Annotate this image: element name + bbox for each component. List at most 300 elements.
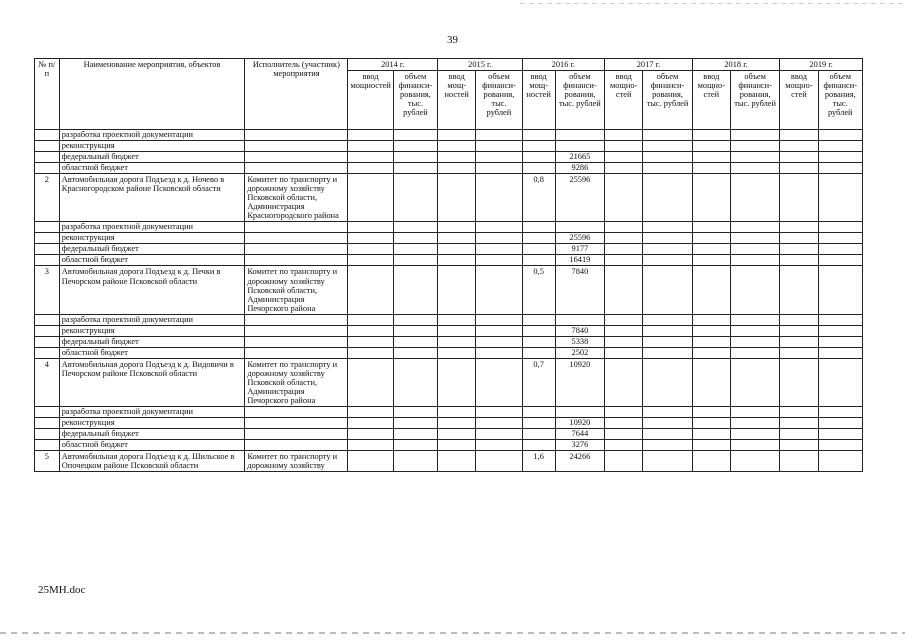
cell-executor	[245, 314, 348, 325]
cell-capacity-2015	[438, 336, 476, 347]
header-num: № п/п	[35, 59, 60, 130]
cell-capacity-2016	[522, 222, 555, 233]
cell-funding-2018	[730, 336, 779, 347]
cell-capacity-2018	[692, 407, 730, 418]
cell-capacity-2015	[438, 325, 476, 336]
table-row-item	[35, 222, 863, 233]
cell-executor: Комитет по транспорту и дорожному хозяйству Псковской области, Администрация Печорского района	[245, 358, 348, 406]
cell-funding-2018	[730, 358, 779, 406]
cell-capacity-2015	[438, 255, 476, 266]
cell-executor: Комитет по транспорту и дорожному хозяйству Псковской области, Администрация Печорского района	[245, 266, 348, 314]
cell-funding-2017	[643, 336, 692, 347]
cell-funding-2014	[393, 440, 437, 451]
cell-executor	[245, 407, 348, 418]
cell-funding-2016: 7840	[555, 266, 604, 314]
cell-funding-2014	[393, 255, 437, 266]
cell-funding-2018	[730, 152, 779, 163]
cell-funding-2015	[476, 418, 522, 429]
header-subcol: объем финанси-рования, тыс. рублей	[818, 71, 862, 130]
cell-capacity-2016	[522, 429, 555, 440]
cell-capacity-2017	[605, 233, 643, 244]
cell-capacity-2019	[780, 451, 818, 472]
cell-capacity-2014	[348, 255, 393, 266]
table-row-object	[35, 174, 863, 222]
cell-executor	[245, 130, 348, 141]
cell-funding-2016: 7840	[555, 325, 604, 336]
cell-name: разработка проектной документации	[59, 222, 245, 233]
cell-capacity-2014	[348, 222, 393, 233]
cell-capacity-2018	[692, 418, 730, 429]
cell-funding-2018	[730, 244, 779, 255]
cell-capacity-2016	[522, 407, 555, 418]
cell-funding-2018	[730, 418, 779, 429]
cell-name: федеральный бюджет	[59, 244, 245, 255]
cell-funding-2019	[818, 163, 862, 174]
cell-executor	[245, 233, 348, 244]
cell-funding-2017	[643, 130, 692, 141]
cell-funding-2018	[730, 440, 779, 451]
cell-num	[35, 163, 60, 174]
cell-funding-2019	[818, 266, 862, 314]
cell-funding-2014	[393, 266, 437, 314]
cell-capacity-2014	[348, 266, 393, 314]
cell-num	[35, 336, 60, 347]
cell-name: Автомобильная дорога Подъезд к д. Ночево в Красногородском районе Псковской области	[59, 174, 245, 222]
cell-num	[35, 314, 60, 325]
cell-capacity-2014	[348, 440, 393, 451]
table-row-item	[35, 314, 863, 325]
cell-funding-2015	[476, 163, 522, 174]
cell-funding-2017	[643, 266, 692, 314]
cell-capacity-2016: 0,7	[522, 358, 555, 406]
cell-capacity-2016	[522, 233, 555, 244]
cell-capacity-2016	[522, 314, 555, 325]
cell-funding-2018	[730, 130, 779, 141]
cell-capacity-2019	[780, 244, 818, 255]
cell-funding-2014	[393, 130, 437, 141]
table-row-item	[35, 429, 863, 440]
cell-funding-2018	[730, 314, 779, 325]
cell-capacity-2018	[692, 440, 730, 451]
cell-capacity-2015	[438, 347, 476, 358]
cell-funding-2016: 25596	[555, 233, 604, 244]
cell-funding-2014	[393, 451, 437, 472]
cell-funding-2016: 24266	[555, 451, 604, 472]
cell-funding-2016: 10920	[555, 358, 604, 406]
header-subcol: объем финанси-рования, тыс. рублей	[476, 71, 522, 130]
cell-capacity-2014	[348, 407, 393, 418]
header-subcol: объем финанси-рования, тыс. рублей	[643, 71, 692, 130]
cell-funding-2019	[818, 451, 862, 472]
cell-capacity-2017	[605, 336, 643, 347]
cell-num	[35, 407, 60, 418]
cell-num	[35, 347, 60, 358]
cell-capacity-2017	[605, 244, 643, 255]
header-subcol: объем финанси-рования, тыс. рублей	[393, 71, 437, 130]
cell-funding-2019	[818, 222, 862, 233]
cell-funding-2017	[643, 429, 692, 440]
cell-funding-2015	[476, 266, 522, 314]
cell-name: областной бюджет	[59, 255, 245, 266]
cell-num	[35, 429, 60, 440]
cell-name: Автомобильная дорога Подъезд к д. Печки в Печорском районе Псковской области	[59, 266, 245, 314]
cell-funding-2014	[393, 325, 437, 336]
cell-capacity-2015	[438, 314, 476, 325]
cell-funding-2015	[476, 440, 522, 451]
cell-capacity-2016	[522, 440, 555, 451]
cell-funding-2019	[818, 255, 862, 266]
cell-funding-2016	[555, 141, 604, 152]
cell-funding-2017	[643, 440, 692, 451]
header-year: 2014 г.	[348, 59, 438, 71]
cell-capacity-2016	[522, 163, 555, 174]
cell-funding-2019	[818, 336, 862, 347]
cell-funding-2014	[393, 174, 437, 222]
cell-num: 3	[35, 266, 60, 314]
cell-name: областной бюджет	[59, 163, 245, 174]
cell-capacity-2019	[780, 440, 818, 451]
cell-funding-2017	[643, 325, 692, 336]
cell-capacity-2016	[522, 141, 555, 152]
cell-capacity-2018	[692, 163, 730, 174]
table-row-item	[35, 347, 863, 358]
cell-capacity-2015	[438, 141, 476, 152]
cell-funding-2017	[643, 152, 692, 163]
cell-funding-2017	[643, 222, 692, 233]
cell-funding-2018	[730, 429, 779, 440]
cell-funding-2015	[476, 152, 522, 163]
cell-capacity-2017	[605, 163, 643, 174]
cell-funding-2014	[393, 314, 437, 325]
header-subcol: объем финанси-рования, тыс. рублей	[730, 71, 779, 130]
cell-capacity-2015	[438, 418, 476, 429]
cell-name: разработка проектной документации	[59, 314, 245, 325]
cell-name: областной бюджет	[59, 440, 245, 451]
header-year: 2019 г.	[780, 59, 863, 71]
cell-capacity-2018	[692, 222, 730, 233]
cell-capacity-2014	[348, 174, 393, 222]
cell-funding-2017	[643, 255, 692, 266]
cell-capacity-2019	[780, 130, 818, 141]
cell-funding-2017	[643, 451, 692, 472]
cell-name: разработка проектной документации	[59, 130, 245, 141]
cell-capacity-2015	[438, 358, 476, 406]
cell-executor	[245, 141, 348, 152]
cell-num: 5	[35, 451, 60, 472]
cell-num	[35, 255, 60, 266]
cell-funding-2016: 9177	[555, 244, 604, 255]
cell-executor	[245, 440, 348, 451]
header-subcol: ввод мощно-стей	[605, 71, 643, 130]
cell-name: федеральный бюджет	[59, 336, 245, 347]
cell-name: реконструкция	[59, 233, 245, 244]
cell-capacity-2014	[348, 336, 393, 347]
cell-funding-2015	[476, 174, 522, 222]
cell-capacity-2018	[692, 152, 730, 163]
cell-capacity-2019	[780, 336, 818, 347]
page-number: 39	[447, 34, 458, 46]
cell-funding-2015	[476, 451, 522, 472]
table-row-item	[35, 163, 863, 174]
header-subcol: объем финанси-рования, тыс. рублей	[555, 71, 604, 130]
cell-capacity-2019	[780, 358, 818, 406]
cell-executor	[245, 429, 348, 440]
cell-funding-2017	[643, 407, 692, 418]
cell-name: реконструкция	[59, 418, 245, 429]
cell-capacity-2015	[438, 222, 476, 233]
cell-capacity-2019	[780, 418, 818, 429]
cell-capacity-2016	[522, 418, 555, 429]
cell-funding-2018	[730, 233, 779, 244]
cell-executor	[245, 418, 348, 429]
cell-funding-2019	[818, 152, 862, 163]
cell-capacity-2017	[605, 451, 643, 472]
cell-executor: Комитет по транспорту и дорожному хозяйству	[245, 451, 348, 472]
cell-capacity-2018	[692, 358, 730, 406]
cell-executor	[245, 152, 348, 163]
cell-funding-2019	[818, 325, 862, 336]
cell-name: Автомобильная дорога Подъезд к д. Шильское в Опочецком районе Псковской области	[59, 451, 245, 472]
cell-funding-2018	[730, 141, 779, 152]
cell-funding-2015	[476, 325, 522, 336]
table-row-object	[35, 358, 863, 406]
cell-funding-2014	[393, 347, 437, 358]
cell-capacity-2015	[438, 174, 476, 222]
cell-capacity-2017	[605, 314, 643, 325]
cell-executor	[245, 336, 348, 347]
cell-capacity-2015	[438, 440, 476, 451]
cell-capacity-2018	[692, 233, 730, 244]
cell-funding-2018	[730, 407, 779, 418]
cell-funding-2018	[730, 266, 779, 314]
header-year: 2015 г.	[438, 59, 523, 71]
cell-capacity-2018	[692, 314, 730, 325]
cell-name: разработка проектной документации	[59, 407, 245, 418]
cell-capacity-2014	[348, 314, 393, 325]
cell-funding-2016: 7644	[555, 429, 604, 440]
header-executor: Исполнитель (участник) мероприятия	[245, 59, 348, 130]
cell-capacity-2017	[605, 325, 643, 336]
cell-funding-2016: 5338	[555, 336, 604, 347]
cell-funding-2014	[393, 233, 437, 244]
cell-capacity-2018	[692, 347, 730, 358]
cell-capacity-2019	[780, 174, 818, 222]
cell-capacity-2014	[348, 152, 393, 163]
cell-funding-2015	[476, 407, 522, 418]
cell-capacity-2016	[522, 325, 555, 336]
cell-funding-2016	[555, 222, 604, 233]
cell-capacity-2019	[780, 141, 818, 152]
cell-funding-2019	[818, 347, 862, 358]
cell-num	[35, 233, 60, 244]
cell-funding-2017	[643, 418, 692, 429]
cell-name: реконструкция	[59, 141, 245, 152]
cell-executor	[245, 244, 348, 255]
cell-funding-2019	[818, 314, 862, 325]
cell-funding-2019	[818, 358, 862, 406]
cell-funding-2014	[393, 152, 437, 163]
cell-funding-2019	[818, 233, 862, 244]
cell-funding-2014	[393, 141, 437, 152]
cell-num	[35, 152, 60, 163]
cell-capacity-2014	[348, 244, 393, 255]
cell-capacity-2018	[692, 451, 730, 472]
cell-funding-2016: 16419	[555, 255, 604, 266]
cell-funding-2015	[476, 358, 522, 406]
cell-capacity-2015	[438, 152, 476, 163]
cell-capacity-2018	[692, 266, 730, 314]
cell-executor: Комитет по транспорту и дорожному хозяйству Псковской области, Администрация Красногородского района	[245, 174, 348, 222]
cell-funding-2017	[643, 314, 692, 325]
cell-funding-2014	[393, 163, 437, 174]
cell-capacity-2014	[348, 451, 393, 472]
cell-funding-2014	[393, 222, 437, 233]
cell-name: областной бюджет	[59, 347, 245, 358]
cell-capacity-2015	[438, 233, 476, 244]
cell-funding-2019	[818, 418, 862, 429]
cell-funding-2014	[393, 336, 437, 347]
cell-funding-2019	[818, 141, 862, 152]
cell-num	[35, 222, 60, 233]
cell-funding-2017	[643, 141, 692, 152]
cell-capacity-2019	[780, 255, 818, 266]
cell-executor	[245, 163, 348, 174]
cell-funding-2017	[643, 347, 692, 358]
cell-capacity-2017	[605, 440, 643, 451]
cell-num	[35, 130, 60, 141]
cell-capacity-2014	[348, 163, 393, 174]
cell-capacity-2019	[780, 222, 818, 233]
cell-capacity-2017	[605, 358, 643, 406]
cell-funding-2016	[555, 407, 604, 418]
table-row-item	[35, 336, 863, 347]
cell-capacity-2017	[605, 174, 643, 222]
header-row-years	[35, 59, 863, 71]
cell-capacity-2016	[522, 347, 555, 358]
cell-funding-2018	[730, 451, 779, 472]
cell-funding-2018	[730, 255, 779, 266]
table-row-item	[35, 244, 863, 255]
cell-num	[35, 244, 60, 255]
cell-funding-2016: 9286	[555, 163, 604, 174]
cell-capacity-2017	[605, 152, 643, 163]
cell-funding-2014	[393, 358, 437, 406]
cell-funding-2015	[476, 141, 522, 152]
table-row-item	[35, 418, 863, 429]
cell-funding-2018	[730, 347, 779, 358]
cell-funding-2018	[730, 222, 779, 233]
cell-funding-2018	[730, 325, 779, 336]
cell-capacity-2017	[605, 130, 643, 141]
table-row-item	[35, 233, 863, 244]
activities-table	[34, 58, 863, 472]
cell-funding-2019	[818, 244, 862, 255]
cell-funding-2017	[643, 244, 692, 255]
cell-capacity-2014	[348, 347, 393, 358]
table-row-object	[35, 266, 863, 314]
cell-capacity-2016	[522, 255, 555, 266]
cell-capacity-2015	[438, 429, 476, 440]
cell-funding-2015	[476, 336, 522, 347]
cell-capacity-2018	[692, 141, 730, 152]
cell-num	[35, 325, 60, 336]
cell-name: федеральный бюджет	[59, 152, 245, 163]
cell-capacity-2016	[522, 336, 555, 347]
cell-funding-2015	[476, 130, 522, 141]
cell-capacity-2014	[348, 358, 393, 406]
cell-funding-2019	[818, 130, 862, 141]
cell-funding-2019	[818, 429, 862, 440]
cell-capacity-2015	[438, 244, 476, 255]
table-row-item	[35, 130, 863, 141]
cell-name: Автомобильная дорога Подъезд к д. Видовичи в Печорском районе Псковской области	[59, 358, 245, 406]
cell-funding-2016: 2502	[555, 347, 604, 358]
cell-executor	[245, 222, 348, 233]
cell-capacity-2015	[438, 163, 476, 174]
cell-capacity-2018	[692, 336, 730, 347]
cell-capacity-2016	[522, 152, 555, 163]
cell-capacity-2017	[605, 418, 643, 429]
header-year: 2016 г.	[522, 59, 604, 71]
cell-num	[35, 418, 60, 429]
table-row-item	[35, 440, 863, 451]
cell-capacity-2018	[692, 325, 730, 336]
table-row-object	[35, 451, 863, 472]
cell-funding-2015	[476, 255, 522, 266]
table-row-item	[35, 325, 863, 336]
cell-funding-2015	[476, 233, 522, 244]
cell-funding-2014	[393, 418, 437, 429]
cell-capacity-2016	[522, 244, 555, 255]
cell-executor	[245, 255, 348, 266]
header-subcol: ввод мощ-ностей	[522, 71, 555, 130]
cell-funding-2019	[818, 440, 862, 451]
cell-funding-2016: 10920	[555, 418, 604, 429]
cell-capacity-2015	[438, 266, 476, 314]
cell-funding-2018	[730, 174, 779, 222]
cell-funding-2017	[643, 358, 692, 406]
cell-capacity-2019	[780, 314, 818, 325]
cell-capacity-2019	[780, 429, 818, 440]
cell-num: 2	[35, 174, 60, 222]
cell-capacity-2019	[780, 233, 818, 244]
cell-capacity-2019	[780, 266, 818, 314]
header-subcol: ввод мощ-ностей	[438, 71, 476, 130]
cell-capacity-2017	[605, 266, 643, 314]
cell-capacity-2014	[348, 141, 393, 152]
cell-capacity-2014	[348, 130, 393, 141]
cell-capacity-2019	[780, 325, 818, 336]
cell-capacity-2015	[438, 130, 476, 141]
cell-capacity-2017	[605, 407, 643, 418]
cell-funding-2016	[555, 314, 604, 325]
cell-funding-2017	[643, 233, 692, 244]
cell-capacity-2019	[780, 407, 818, 418]
cell-capacity-2016: 0,8	[522, 174, 555, 222]
cell-capacity-2019	[780, 163, 818, 174]
cell-funding-2016	[555, 130, 604, 141]
table-row-item	[35, 152, 863, 163]
cell-capacity-2014	[348, 429, 393, 440]
scan-edge-top	[520, 3, 905, 4]
cell-funding-2015	[476, 347, 522, 358]
cell-num	[35, 440, 60, 451]
cell-capacity-2019	[780, 152, 818, 163]
cell-executor	[245, 347, 348, 358]
header-subcol: ввод мощно-стей	[780, 71, 818, 130]
cell-name: федеральный бюджет	[59, 429, 245, 440]
cell-capacity-2018	[692, 174, 730, 222]
